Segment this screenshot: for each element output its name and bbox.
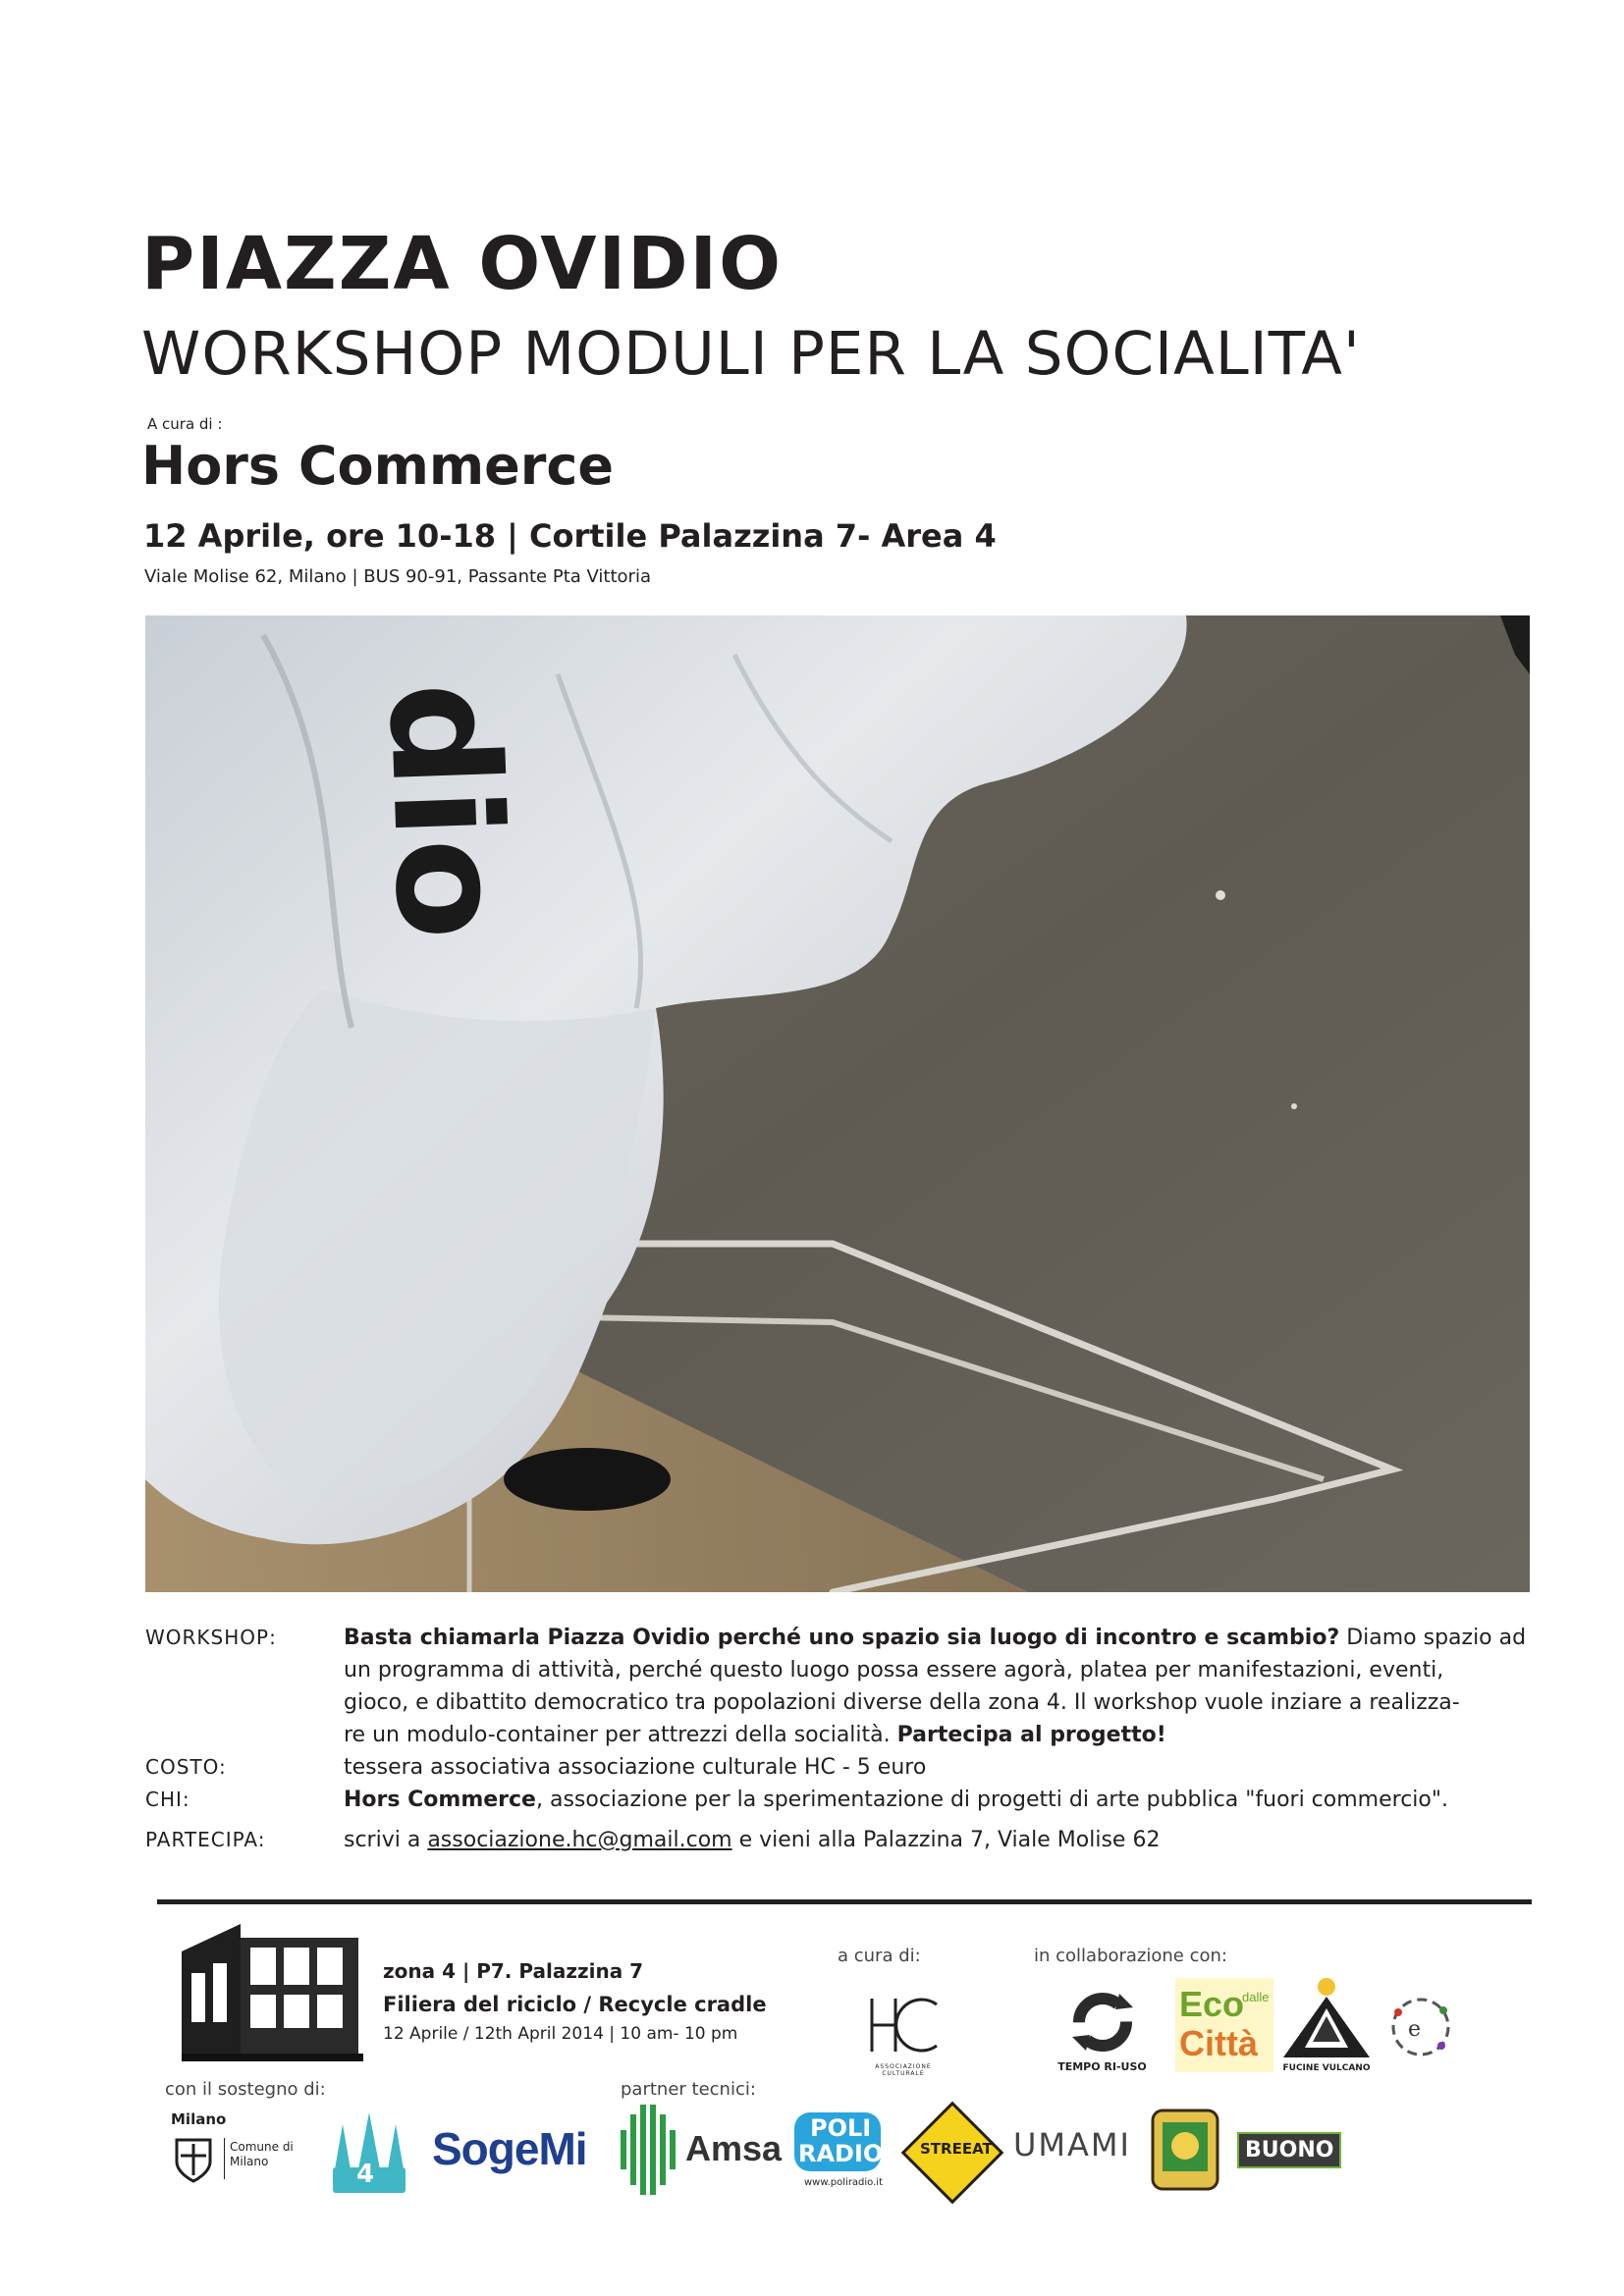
hc-logo [854, 1991, 952, 2079]
poli-text: POLI [810, 2114, 872, 2142]
footer-zona-line: zona 4 | P7. Palazzina 7 [383, 1959, 644, 1983]
hc-logo-mark [854, 1991, 952, 2059]
chi-org: Hors Commerce [344, 1788, 536, 1812]
chi-description: , associazione per la sperimentazione di progetti di arte pubblica "fuori commercio". [535, 1788, 1448, 1812]
buono-logo: BUONO [1237, 2132, 1341, 2168]
coat-of-arms-icon [173, 2134, 214, 2183]
footer-collab-label: in collaborazione con: [1034, 1946, 1227, 1966]
recycle-icon [1068, 1988, 1137, 2056]
partecipa-prefix: scrivi a [344, 1828, 428, 1852]
amsa-mark [619, 2101, 677, 2199]
amsa-logo: Amsa [685, 2128, 783, 2168]
comune-text: Comune di Milano [230, 2140, 294, 2168]
chi-text [344, 1784, 1448, 1816]
poliradio-url: www.poliradio.it [804, 2177, 884, 2188]
zona4-number: 4 [356, 2160, 375, 2189]
event-address: Viale Molise 62, Milano | BUS 90-91, Passante Pta Vittoria [144, 566, 651, 587]
partecipa-suffix: e vieni alla Palazzina 7, Viale Molise 62 [731, 1828, 1161, 1852]
milano-divider [224, 2138, 225, 2179]
workshop-line-1-rest: Diamo spazio ad [1339, 1626, 1527, 1650]
partecipa-text [344, 1824, 1160, 1856]
organizer-name: Hors Commerce [141, 435, 615, 497]
eco-text: Eco [1179, 1984, 1245, 2024]
circle-logo-icon [1386, 1993, 1455, 2061]
tempo-riuso-logo [1056, 1988, 1149, 2076]
footer-acura-label: a cura di: [838, 1946, 921, 1966]
badge-logo [1151, 2109, 1219, 2191]
footer-partner-label: partner tecnici: [621, 2079, 756, 2100]
workshop-line-4-text: re un modulo-container per attrezzi della socialità. [344, 1723, 891, 1747]
footer-sostegno-label: con il sostegno di: [165, 2079, 326, 2100]
workshop-line-4 [344, 1719, 1551, 1751]
workshop-description [344, 1622, 1551, 1751]
comune-milano-logo [167, 2110, 304, 2189]
costo-label: COSTO: [145, 1755, 227, 1779]
event-dateline: 12 Aprile, ore 10-18 | Cortile Palazzina 7- Area 4 [143, 517, 997, 555]
workshop-question: Basta chiamarla Piazza Ovidio perché uno spazio sia luogo di incontro e scambio? [344, 1626, 1340, 1650]
curated-by-label: A cura di : [147, 415, 223, 433]
partecipa-label: PARTECIPA: [145, 1828, 266, 1851]
building-icon [182, 1924, 363, 2061]
dalle-text: dalle [1242, 1990, 1270, 2004]
amsa-bars-icon [619, 2101, 677, 2199]
milano-text: Milano [171, 2110, 227, 2128]
footer-filiera: Filiera del riciclo / Recycle cradle [383, 1993, 767, 2016]
event-photo [145, 615, 1530, 1592]
footer-divider [157, 1899, 1532, 1904]
footer-dates: 12 Aprile / 12th April 2014 | 10 am- 10 pm [383, 2024, 738, 2044]
contact-email-link[interactable]: associazione.hc@gmail.com [427, 1828, 732, 1852]
umami-logo: UMAMI [1013, 2126, 1131, 2163]
badge-icon [1151, 2109, 1219, 2191]
palazzina-building-logo [182, 1924, 363, 2061]
chi-label: CHI: [145, 1788, 190, 1811]
emi-logo [1386, 1993, 1455, 2061]
bag-print-text: dio [355, 679, 536, 942]
photo-illustration [145, 615, 1530, 1592]
streeat-logo [900, 2101, 1001, 2201]
citta-text: Città [1179, 2023, 1258, 2063]
workshop-line-1 [344, 1622, 1551, 1654]
costo-text: tessera associativa associazione culturale HC - 5 euro [344, 1755, 927, 1780]
tempo-riuso-text: TEMPO RI-USO [1057, 2060, 1147, 2073]
radio-text: RADIO [798, 2140, 884, 2167]
workshop-label: WORKSHOP: [145, 1626, 277, 1649]
page-title: PIAZZA OVIDIO [141, 222, 783, 306]
sogemi-logo: SogeMi [432, 2123, 587, 2174]
hc-logo-sub: ASSOCIAZIONE CULTURALE [875, 2063, 932, 2077]
page-subtitle: WORKSHOP MODULI PER LA SOCIALITA' [141, 319, 1361, 389]
workshop-line-2: un programma di attività, perché questo luogo possa essere agorà, platea per manifestazioni, eventi, [344, 1658, 1444, 1682]
svg-text:e: e [1408, 2017, 1422, 2042]
volcano-icon [1279, 1973, 1374, 2059]
fucine-text: FUCINE VULCANO [1282, 2063, 1371, 2073]
poliradio-logo [790, 2112, 889, 2201]
workshop-line-3: gioco, e dibattito democratico tra popolazioni diverse della zona 4. Il workshop vuole inziare a realizza- [344, 1690, 1460, 1715]
eco-dalle-citta-logo [1175, 1978, 1273, 2072]
streeat-text: STREEAT [920, 2140, 993, 2158]
zona4-logo [329, 2110, 409, 2197]
workshop-cta: Partecipa al progetto! [896, 1723, 1166, 1747]
fucine-vulcano-logo [1279, 1973, 1374, 2077]
